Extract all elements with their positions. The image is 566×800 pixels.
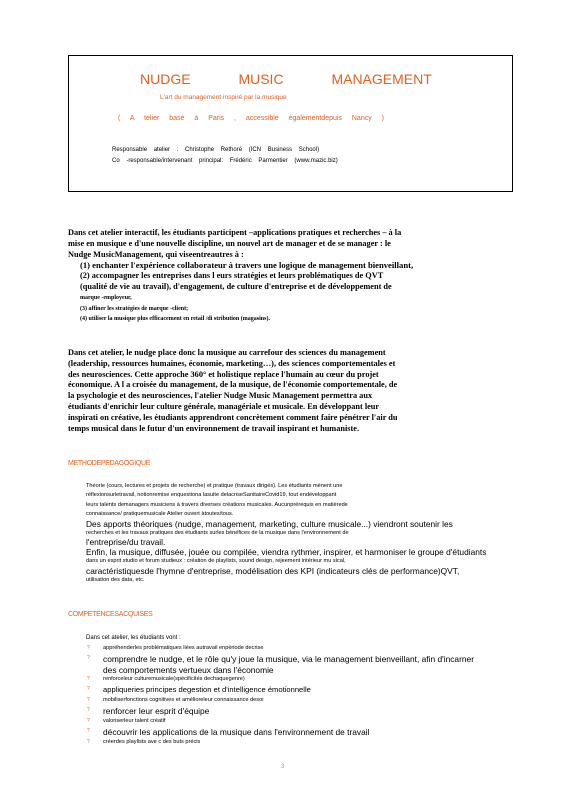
page-subtitle: L'art du management inspiré par la musique [160,94,287,101]
methode-block [86,482,506,585]
paragraph-line: des neurosciences. Cette approche 360° et holistique replace l'humain au cœur du projet [68,369,379,379]
methode-line: recherches et les travaux pratiques des étudiants surles bénéfices de la musique dans l'environnement de [86,530,349,537]
bullet-icon: ? [87,718,90,724]
competence-item: créerdes playlists ave c des buts précis [103,739,201,745]
intro-item-1: (1) enchanter l'expérience collaborateur à travers une logique de management bienveillant, [80,260,414,271]
intro-item-2: marque -employeur, [80,294,132,301]
bullet-icon: ? [87,739,90,745]
bullet-icon: ? [87,697,90,703]
intro-line: Dans cet atelier interactif, les étudiants participent –applications pratiques et recherches – à la [68,228,402,237]
methode-line: leurs talents demanagers musiciens à travers diverses créations musicales. Aucunprérequis en matièrede [86,501,348,508]
bullet-icon: ? [87,645,90,651]
intro-paragraph [68,228,498,325]
methode-line: caractéristiquesde l'hymne d'entreprise, modélisation des KPI (indicateurs clés de performance)QVT, [86,565,460,576]
competence-item: mobiliserfonctions cognitives et amélioreleur connaissance desoi [103,697,264,703]
competence-item: renforcer leur esprit d'équipe [103,706,210,716]
bullet-icon: ? [87,707,90,713]
intro-item-2: (2) accompagner les entreprises dans l eurs stratégies et leurs problématiques de QVT [80,271,384,281]
page-title: NUDGE MUSIC MANAGEMENT [140,71,432,87]
bullet-icon: ? [87,728,90,734]
responsable-line: Responsable atelier : Christophe Rethoré (ICN Business School) [112,147,320,153]
competence-item: valoriserleur talent créatif [103,718,166,724]
competence-item: comprendre le nudge, et le rôle qu'y joue la musique, via le management bienveillant, afin d'incarner [103,654,474,664]
competence-item: appréhenderles problématiques liées autravail enpériode decrise [103,645,264,651]
intro-item-3: (3) affiner les stratégies de marque -client; [80,305,189,312]
competence-item: des comportements vertueux dans l'économie [103,665,274,675]
intro-item-2: (qualité de vie au travail), d'engagement, de culture d'entreprise et de développement de [80,281,392,291]
methode-line: Théorie (cours, lectures et projets de recherche) et pratique (travaux dirigés). Les étudiants mènent une [86,483,343,489]
methode-line: utilisation des data, etc. [86,577,145,584]
competence-item: renforceleur culturemusicale(spécificités dechaquegenre) [103,676,245,682]
bullet-icon: ? [87,686,90,692]
intro-item-4: (4) utiliser la musique plus efficacement en retail /di stribution (magasins). [80,316,270,323]
methode-line: Des apports théoriques (nudge, management, marketing, culture musicale...) viendront soutenir les [86,518,453,529]
methode-line: Enfin, la musique, diffusée, jouée ou compilée, viendra rythmer, inspirer, et harmoniser le groupe d'étudiants [86,546,487,557]
methode-line: l'entreprise/du travail. [86,537,166,548]
methode-heading: METHODEPEDAGOGIQUE [68,460,151,467]
paragraph-line: inspirati on créative, les étudiants apprendront concrètement comment faire pénétrer l'air du [68,412,398,422]
bullet-icon: ? [87,655,90,661]
paragraph-line: temps musical dans le futur d'un environnement de travail inspirant et humaniste. [68,423,360,433]
intro-line: Nudge MusicManagement, qui viseentreautres à : [68,249,244,259]
paragraph-line: étudiants d'enrichir leur culture générale, managériale et musicale. En développant leur [68,401,380,411]
paragraph-line: économique. A l a croisée du management, de la musique, de l'économie comportementale, de [68,380,398,390]
methode-line: réflexionsurletravail, notionremise enquestiona lasuite delacriseSanitaireCovid19, tout endéveloppant [86,492,337,499]
methode-line: dans un esprit studio et forum studieux : création de playlists, sound design, rejeement intérieur mu sical, [86,558,346,565]
competences-intro: Dans cet atelier, les étudiants vont : [86,635,181,641]
location-line: ( A telier basé à Paris , accessible égalementdepuis Nancy ) [118,115,384,122]
methode-line: connaissance/ pratiquemusicale Atelier ouvert àtoutes/tous. [86,511,234,518]
coresponsable-line: Co -responsable/intervenant principal: Frédéric Parmentier (www.mazic.biz) [112,158,338,164]
page-number: 3 [281,764,285,770]
competence-item: découvrir les applications de la musique dans l'environnement de travail [103,727,370,737]
competences-heading: COMPETENCESACQUISES [68,611,153,618]
paragraph-line: (leadership, ressources humaines, économie, marketing…), des sciences comportementales et [68,358,396,368]
paragraph-line: la psychologie et des neurosciences, l'atelier Nudge Music Management permettra aux [68,391,373,401]
paragraph-line: Dans cet atelier, le nudge place donc la musique au carrefour des sciences du management [68,348,386,357]
nudge-paragraph [68,348,498,434]
bullet-icon: ? [87,676,90,682]
competence-item: appliqueries principes degestion et d'intelligence émotionnelle [103,685,311,694]
intro-line: mise en musique e d'une nouvelle discipline, un nouvel art de manager et de se manager : le [68,238,391,248]
